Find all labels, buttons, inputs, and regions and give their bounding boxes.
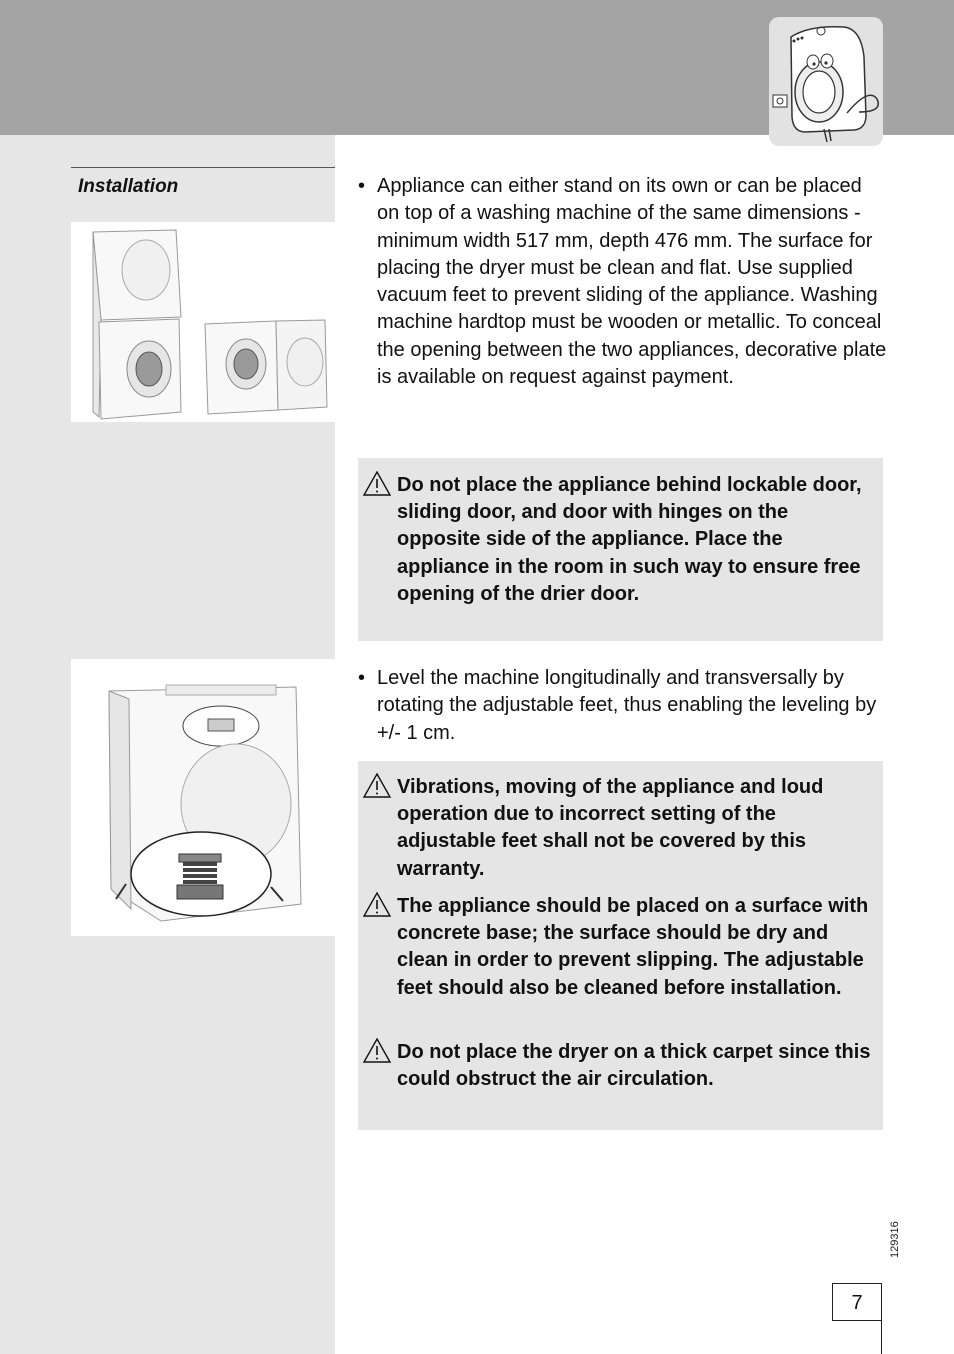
warning-triangle-icon	[362, 891, 392, 919]
dryer-mascot-icon	[769, 17, 883, 146]
warning-triangle-icon	[362, 1037, 392, 1065]
bullet-item	[358, 665, 888, 747]
warning-item	[362, 1039, 872, 1093]
warning-box	[358, 761, 883, 1130]
bullet-dot: •	[358, 175, 366, 197]
warning-triangle-icon	[362, 772, 392, 800]
document-number-text: 129316	[889, 1221, 901, 1258]
bullet-dot: •	[358, 667, 366, 689]
bullet-item	[358, 173, 888, 391]
page-number: 7	[832, 1283, 882, 1321]
page-number-line	[881, 1321, 882, 1354]
warning-text: The appliance should be placed on a surface with concrete base; the surface should be dry and clean in order to prevent slipping. The adjustable feet should also be cleaned before installation.	[397, 895, 869, 999]
warning-box	[358, 458, 883, 641]
section-divider	[71, 167, 335, 168]
warning-text: Do not place the appliance behind lockable door, sliding door, and door with hinges on the opposite side of the appliance. Place the appliance in the room in such way to ensure free opening of the drier door.	[397, 474, 862, 605]
warning-item	[362, 893, 872, 1002]
warning-text: Do not place the dryer on a thick carpet since this could obstruct the air circulation.	[397, 1041, 871, 1091]
stacked-appliances-illustration	[71, 222, 335, 422]
warning-item	[362, 472, 872, 608]
warning-text: Vibrations, moving of the appliance and loud operation due to incorrect setting of the adjustable feet shall not be covered by this warranty.	[397, 776, 824, 880]
warning-item	[362, 774, 872, 883]
adjustable-feet-illustration	[71, 659, 335, 936]
document-number	[880, 1220, 910, 1260]
section-title: Installation	[78, 176, 179, 197]
bullet-text: Appliance can either stand on its own or can be placed on top of a washing machine of the same dimensions - minimum width 517 mm, depth 476 mm. The surface for placing the dryer must be clean and flat. Use supplied vacuum feet to prevent sliding of the appliance. Washing machine hardtop must be wooden or metallic. To conceal the opening between the two appliances, decorative plate is available on request against payment.	[377, 175, 887, 389]
bullet-text: Level the machine longitudinally and transversally by rotating the adjustable feet, thus enabling the leveling by +/- 1 cm.	[377, 667, 877, 744]
warning-triangle-icon	[362, 470, 392, 498]
